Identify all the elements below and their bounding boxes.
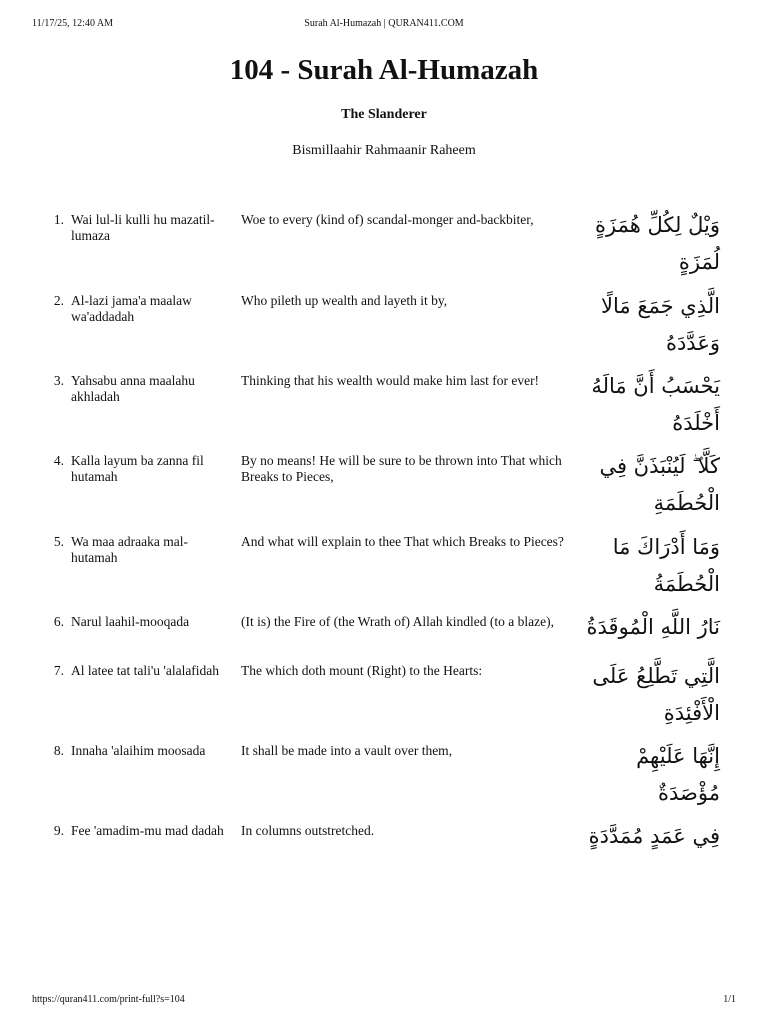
- verse-transliteration: Wa maa adraaka mal-hutamah: [71, 534, 188, 565]
- verse-number: 6.: [53, 614, 64, 629]
- verse-arabic: كَلَّا ۖ لَيُنْبَذَنَّ فِي الْحُطَمَةِ: [599, 454, 720, 515]
- verse-arabic: الَّتِي تَطَّلِعُ عَلَى الْأَفْئِدَةِ: [592, 664, 720, 725]
- verse-arabic: إِنَّهَا عَلَيْهِمْ مُؤْصَدَةٌ: [636, 744, 720, 805]
- print-page-count: 1/1: [723, 994, 736, 1005]
- print-page-title: Surah Al-Humazah | QURAN411.COM: [304, 18, 464, 29]
- verse-translation: Who pileth up wealth and layeth it by,: [241, 293, 448, 308]
- print-datetime: 11/17/25, 12:40 AM: [32, 18, 114, 29]
- verse-translation: And what will explain to thee That which Breaks to Pieces?: [241, 534, 564, 549]
- verse-number: 4.: [53, 453, 64, 468]
- surah-title: 104 - Surah Al-Humazah: [229, 54, 539, 86]
- verse-translation: In columns outstretched.: [241, 823, 375, 838]
- verse-arabic: وَيْلٌ لِكُلِّ هُمَزَةٍ لُمَزَةٍ: [595, 213, 720, 274]
- verse-translation: Thinking that his wealth would make him last for ever!: [241, 373, 540, 388]
- bismillah: Bismillaahir Rahmaanir Raheem: [292, 143, 476, 158]
- verse-number: 2.: [53, 293, 64, 308]
- verse-translation: Woe to every (kind of) scandal-monger and-backbiter,: [241, 212, 534, 227]
- verse-number: 3.: [53, 373, 64, 388]
- verse-translation: By no means! He will be sure to be thrown into That which Breaks to Pieces,: [241, 453, 562, 484]
- verse-number: 9.: [53, 823, 64, 838]
- verse-transliteration: Innaha 'alaihim moosada: [71, 743, 206, 758]
- verse-number: 8.: [53, 743, 64, 758]
- verse-transliteration: Wai lul-li kulli hu mazatil-lumaza: [71, 212, 215, 243]
- surah-subtitle: The Slanderer: [341, 107, 427, 122]
- verse-arabic: فِي عَمَدٍ مُمَدَّدَةٍ: [588, 824, 720, 848]
- verse-arabic: الَّذِي جَمَعَ مَالًا وَعَدَّدَهُ: [601, 294, 720, 355]
- verse-transliteration: Al latee tat tali'u 'alalafidah: [71, 663, 220, 678]
- verse-arabic: وَمَا أَدْرَاكَ مَا الْحُطَمَةُ: [612, 535, 720, 596]
- verse-translation: The which doth mount (Right) to the Hearts:: [241, 663, 483, 678]
- verse-translation: (It is) the Fire of (the Wrath of) Allah kindled (to a blaze),: [241, 614, 554, 629]
- verse-arabic: يَحْسَبُ أَنَّ مَالَهُ أَخْلَدَهُ: [591, 374, 720, 435]
- verse-translation: It shall be made into a vault over them,: [241, 743, 453, 758]
- verse-transliteration: Al-lazi jama'a maalaw wa'addadah: [71, 293, 192, 324]
- print-url: https://quran411.com/print-full?s=104: [32, 994, 185, 1005]
- verse-transliteration: Kalla layum ba zanna fil hutamah: [71, 453, 204, 484]
- verse-number: 1.: [53, 212, 64, 227]
- verse-number: 7.: [53, 663, 64, 678]
- verse-transliteration: Fee 'amadim-mu mad dadah: [71, 823, 224, 838]
- verse-arabic: نَارُ اللَّهِ الْمُوقَدَةُ: [586, 615, 720, 639]
- verse-transliteration: Narul laahil-mooqada: [71, 614, 190, 629]
- verse-transliteration: Yahsabu anna maalahu akhladah: [71, 373, 195, 404]
- print-footer: [32, 993, 736, 1007]
- verse-number: 5.: [53, 534, 64, 549]
